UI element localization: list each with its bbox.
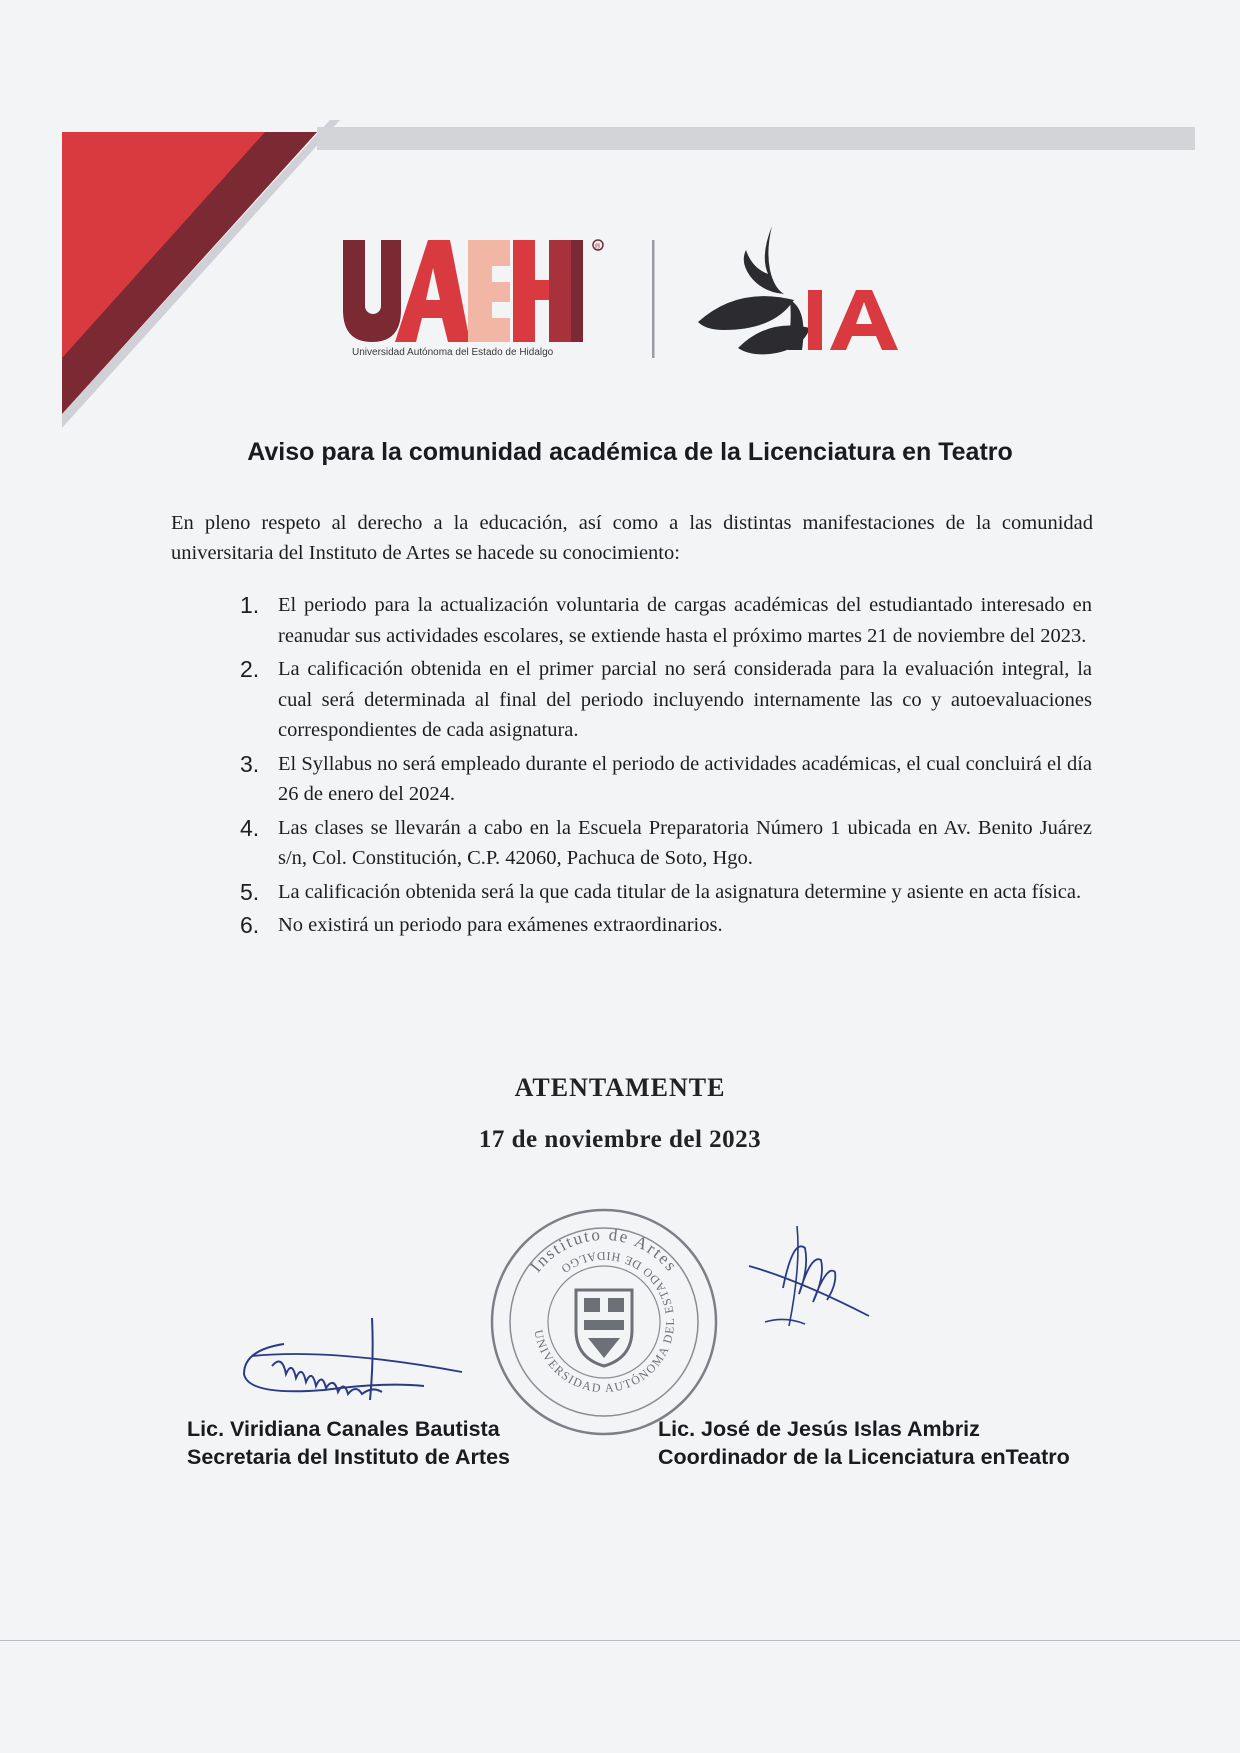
list-item — [240, 654, 1092, 746]
header-graphics — [0, 0, 1240, 440]
item-number: 3. — [240, 750, 260, 777]
signatory-right — [658, 1415, 1070, 1471]
signature-left — [232, 1316, 472, 1416]
item-number: 2. — [240, 656, 260, 682]
document-title: Aviso para la comunidad académica de la Licenciatura en Teatro — [247, 438, 1013, 466]
logo-divider — [652, 240, 655, 358]
list-item — [240, 813, 1092, 874]
ia-logo — [698, 226, 898, 354]
coat-of-arms-icon — [576, 1290, 632, 1366]
item-text: No existirá un periodo para exámenes extraordinarios. — [278, 914, 723, 936]
corner-decoration — [62, 120, 1195, 428]
notice-list — [240, 590, 1092, 944]
intro-paragraph: En pleno respeto al derecho a la educación, así como a las distintas manifestaciones de la comunidad universitaria del Instituto de Artes se hacede su conocimiento: — [171, 512, 1093, 564]
list-item — [240, 877, 1092, 908]
signatory-left-name: Lic. Viridiana Canales Bautista — [187, 1417, 500, 1441]
item-number: 4. — [240, 814, 260, 841]
item-text: El periodo para la actualización voluntaria de cargas académicas del estudiantado interesado en reanudar sus actividades escolares, se extiende hasta el próximo martes 21 de noviembre del 2023. — [278, 594, 1092, 647]
closing-date: 17 de noviembre del 2023 — [478, 1126, 762, 1153]
item-text: El Syllabus no será empleado durante el periodo de actividades académicas, el cual concluirá el día 26 de enero del 2024. — [278, 752, 1092, 805]
signatory-right-role: Coordinador de la Licenciatura enTeatro — [658, 1445, 1070, 1469]
seal-inner-text: UNIVERSIDAD AUTÓNOMA DEL ESTADO DE HIDALGO — [531, 1248, 678, 1396]
signatory-left — [187, 1415, 510, 1471]
item-text: Las clases se llevarán a cabo en la Escuela Preparatoria Número 1 ubicada en Av. Benito Juárez s/n, Col. Constitución, C.P. 42060, Pachuca de Soto, Hgo. — [278, 816, 1092, 869]
list-item — [240, 590, 1092, 651]
seal-outer-text: Instituto de Artes — [526, 1224, 682, 1276]
signatory-right-name: Lic. José de Jesús Islas Ambriz — [658, 1417, 980, 1441]
list-item — [240, 749, 1092, 810]
signature-right — [745, 1218, 885, 1348]
signatory-left-role: Secretaria del Instituto de Artes — [187, 1445, 510, 1469]
uaeh-fullname: Universidad Autónoma del Estado de Hidalgo — [352, 347, 554, 358]
item-number: 1. — [240, 592, 260, 618]
closing-salutation: ATENTAMENTE — [514, 1073, 726, 1102]
list-item — [240, 910, 1092, 941]
registered-mark: ® — [595, 243, 601, 251]
official-seal — [484, 1202, 724, 1442]
footer-divider — [0, 1640, 1240, 1641]
item-number: 5. — [240, 878, 260, 905]
item-text: La calificación obtenida en el primer parcial no será considerada para la evaluación integral, la cual será determinada al final del periodo incluyendo internamente las co y autoevaluaciones correspondientes de cada asignatura. — [278, 658, 1092, 741]
item-text: La calificación obtenida será la que cada titular de la asignatura determine y asiente en acta física. — [278, 880, 1082, 903]
uaeh-logo — [343, 240, 603, 342]
item-number: 6. — [240, 912, 260, 938]
